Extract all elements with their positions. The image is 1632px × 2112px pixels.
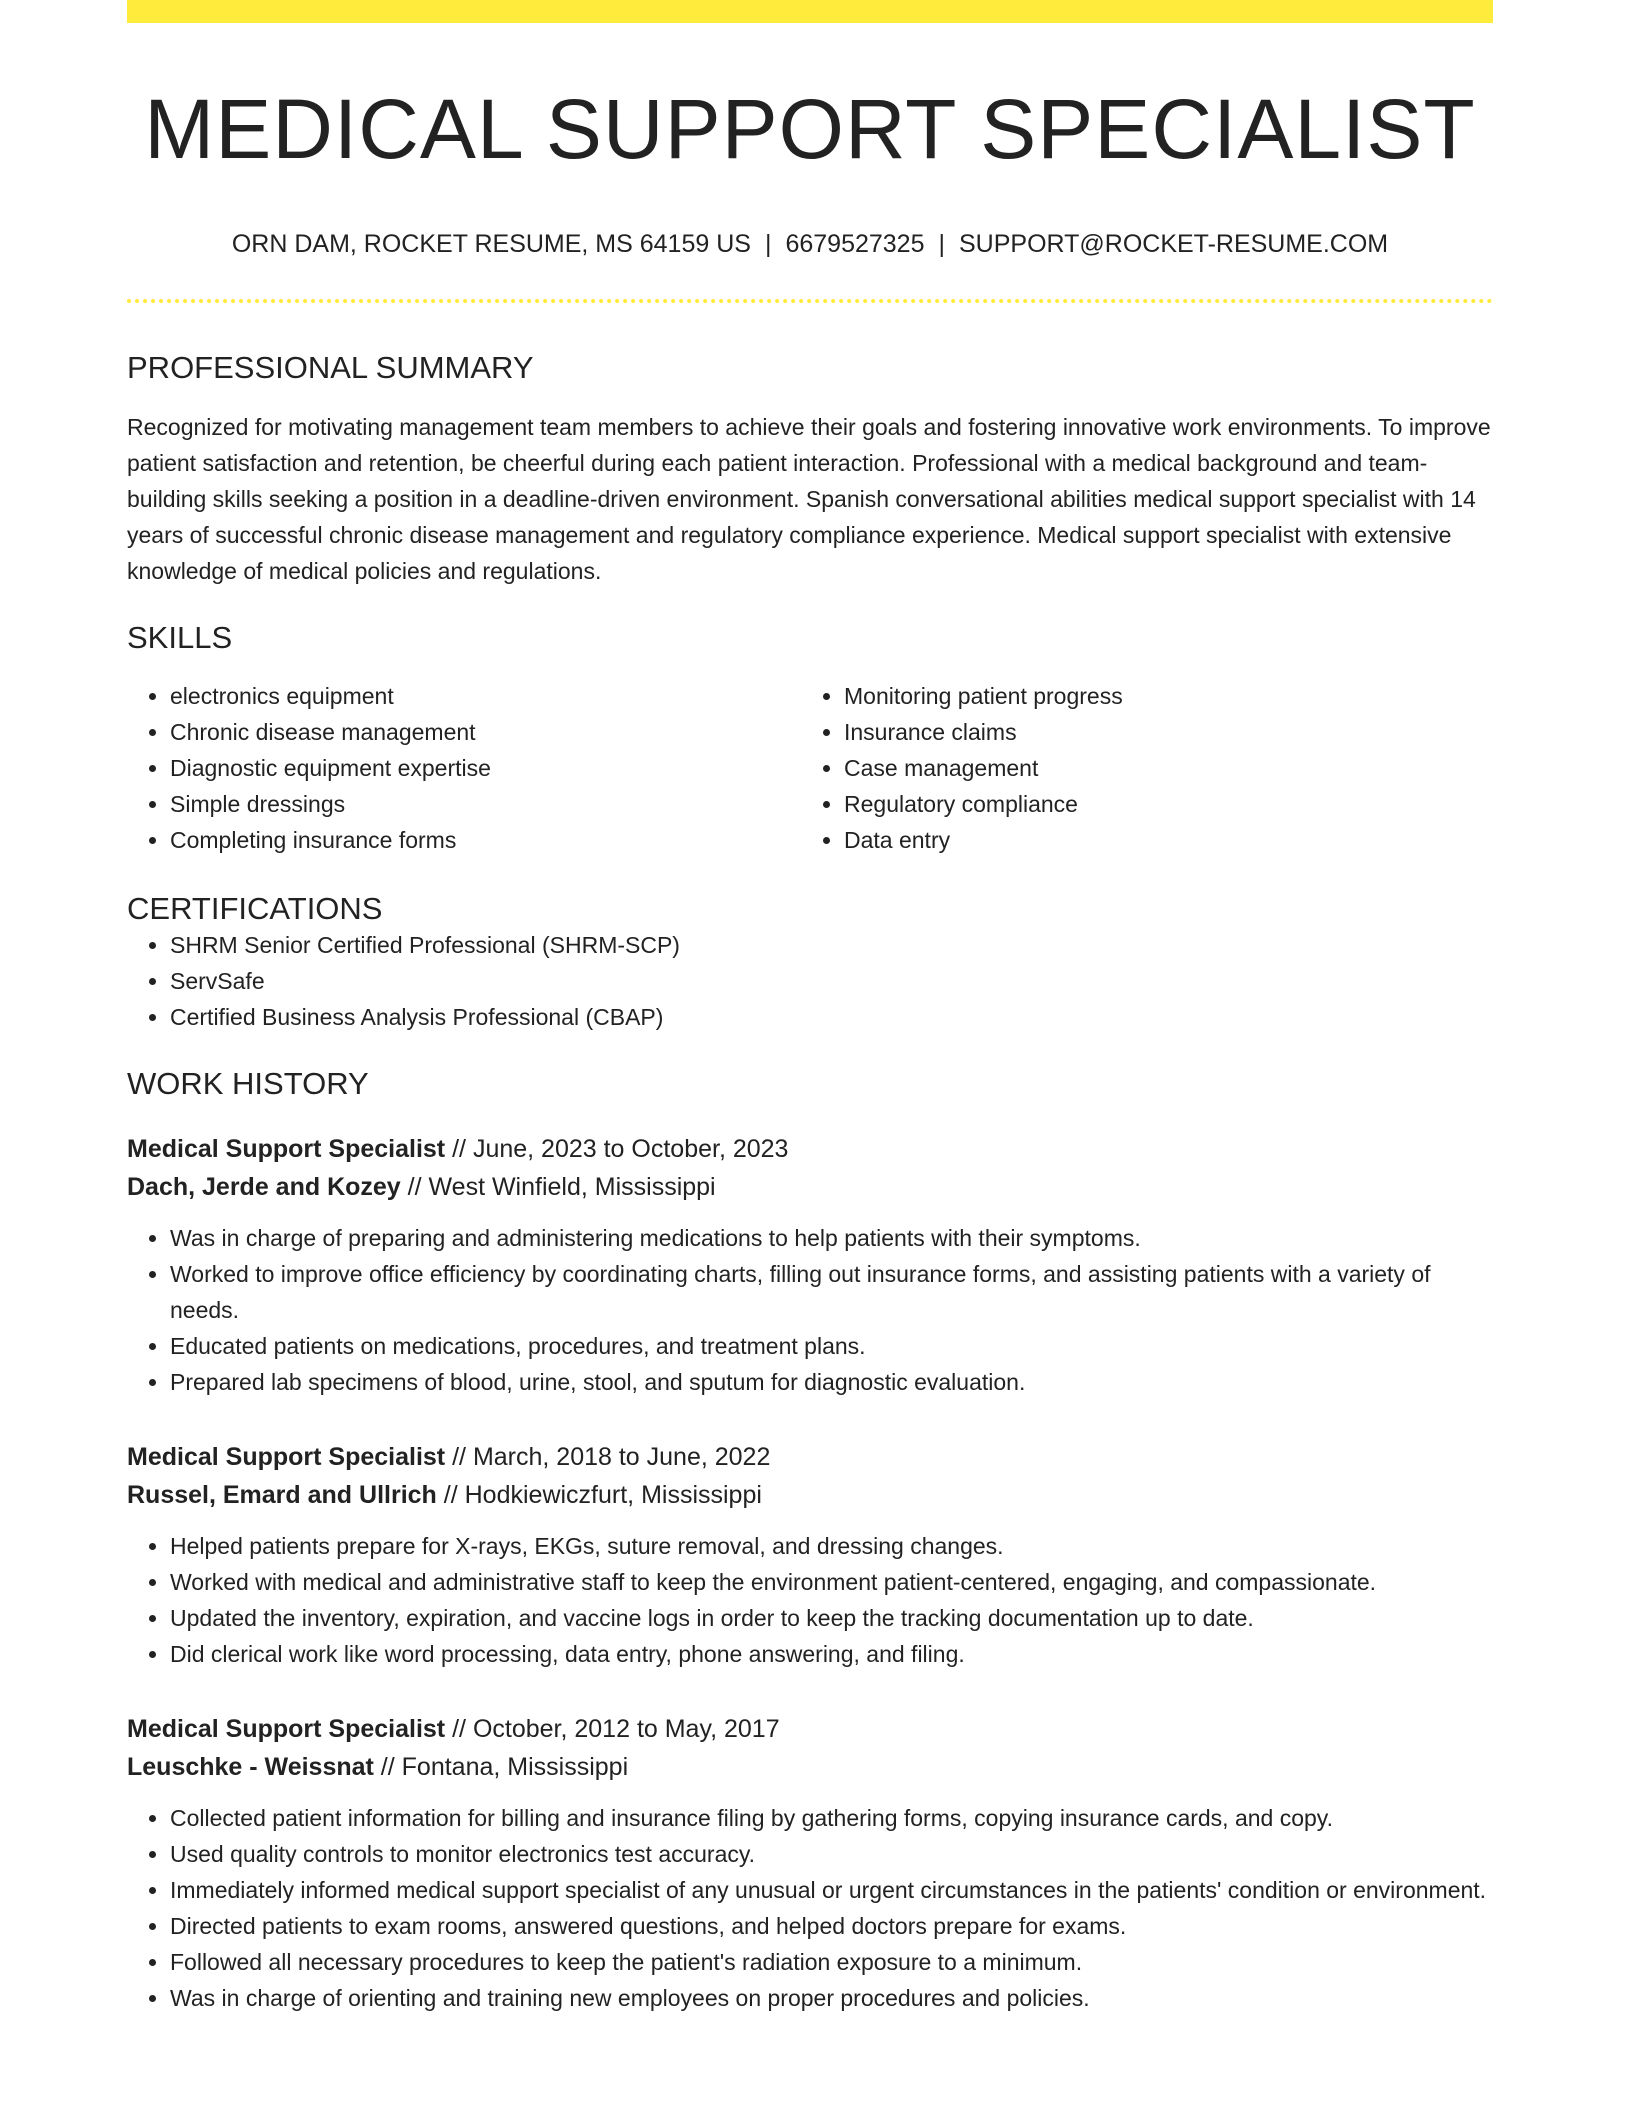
job-bullet: • Immediately informed medical support specialist of any unusual or urgent circumstances in the patients' condition or environment.: [170, 1872, 1493, 1908]
job-dates: June, 2023 to October, 2023: [472, 1135, 789, 1164]
job-bullet: • Collected patient information for billing and insurance filing by gathering forms, copying insurance cards, and copy.: [170, 1800, 1493, 1836]
job-divider: //: [445, 1443, 473, 1472]
skill-item: • Simple dressings: [170, 786, 801, 822]
summary-text: Recognized for motivating management team members to achieve their goals and fostering innovative work environments. To improve patient satisfaction and retention, be cheerful during each patient interaction. Professional with a medical background and team-building skills seeking a position in a deadline-driven environment. Spanish conversational abilities medical support specialist with 14 years of successful chronic disease management and regulatory compliance experience. Medical support specialist with extensive knowledge of medical policies and regulations.: [127, 413, 1491, 584]
job-dates: March, 2018 to June, 2022: [472, 1443, 771, 1472]
certifications-heading: CERTIFICATIONS: [127, 890, 383, 926]
job-role: Medical Support Specialist: [127, 1715, 446, 1744]
contact-line: [127, 229, 1493, 259]
top-accent-bar: [127, 0, 1493, 23]
job-bullet: • Was in charge of preparing and administering medications to help patients with their symptoms.: [170, 1220, 1493, 1256]
job-company: Russel, Emard and Ullrich: [127, 1481, 437, 1510]
skills-column-right: [801, 678, 1475, 858]
certification-item: • SHRM Senior Certified Professional (SHRM-SCP): [170, 927, 1493, 963]
job-dates: October, 2012 to May, 2017: [472, 1715, 780, 1744]
certification-item: • ServSafe: [170, 963, 1493, 999]
job-company: Leuschke - Weissnat: [127, 1753, 374, 1782]
job-bullet: • Worked to improve office efficiency by coordinating charts, filling out insurance forms, and assisting patients with a variety of needs.: [170, 1256, 1493, 1328]
skill-item: • Data entry: [844, 822, 1475, 858]
job-bullet: • Directed patients to exam rooms, answered questions, and helped doctors prepare for exams.: [170, 1908, 1493, 1944]
job-role-line: [127, 1438, 1493, 1476]
job-company: Dach, Jerde and Kozey: [127, 1173, 401, 1202]
job-role-line: [127, 1710, 1493, 1748]
job-bullet: • Helped patients prepare for X-rays, EKGs, suture removal, and dressing changes.: [170, 1528, 1493, 1564]
summary-heading: PROFESSIONAL SUMMARY: [127, 350, 534, 386]
skill-item: • Case management: [844, 750, 1475, 786]
job-bullet: • Did clerical work like word processing, data entry, phone answering, and filing.: [170, 1636, 1493, 1672]
skill-item: • Regulatory compliance: [844, 786, 1475, 822]
job-entry: [127, 1710, 1493, 2016]
header-divider: [127, 299, 1493, 303]
job-bullets: [127, 1220, 1493, 1400]
job-bullets: [127, 1800, 1493, 2016]
job-divider: //: [373, 1753, 402, 1782]
skills-column-left: [127, 678, 801, 858]
certifications-list: [127, 927, 1493, 1035]
contact-separator: |: [764, 230, 772, 259]
contact-separator: |: [938, 230, 945, 259]
skills-heading: SKILLS: [127, 619, 233, 655]
job-divider: //: [445, 1715, 473, 1744]
work-history-heading: WORK HISTORY: [127, 1065, 369, 1101]
job-bullet: • Was in charge of orienting and training new employees on proper procedures and policies.: [170, 1980, 1493, 2016]
resume-page: [127, 0, 1493, 2016]
skill-item: • Diagnostic equipment expertise: [170, 750, 801, 786]
contact-email: SUPPORT@ROCKET-RESUME.COM: [959, 230, 1389, 259]
job-company-line: [127, 1748, 1493, 1786]
job-company-line: [127, 1168, 1493, 1206]
job-location: Fontana, Mississippi: [401, 1753, 629, 1782]
job-company-line: [127, 1476, 1493, 1514]
job-divider: //: [400, 1173, 429, 1202]
job-bullet: • Prepared lab specimens of blood, urine, stool, and sputum for diagnostic evaluation.: [170, 1364, 1493, 1400]
skill-item: • Chronic disease management: [170, 714, 801, 750]
resume-name-title: MEDICAL SUPPORT SPECIALIST: [144, 82, 1476, 176]
skills-list: [127, 678, 1493, 858]
job-location: Hodkiewiczfurt, Mississippi: [464, 1481, 762, 1510]
skill-item: • Insurance claims: [844, 714, 1475, 750]
skill-item: • electronics equipment: [170, 678, 801, 714]
job-role: Medical Support Specialist: [127, 1135, 446, 1164]
job-bullet: • Educated patients on medications, procedures, and treatment plans.: [170, 1328, 1493, 1364]
contact-address: ORN DAM, ROCKET RESUME, MS 64159 US: [231, 230, 751, 259]
job-entry: [127, 1438, 1493, 1672]
job-bullet: • Updated the inventory, expiration, and vaccine logs in order to keep the tracking documentation up to date.: [170, 1600, 1493, 1636]
contact-phone: 6679527325: [785, 230, 925, 259]
job-divider: //: [445, 1135, 473, 1164]
job-bullet: • Worked with medical and administrative staff to keep the environment patient-centered, engaging, and compassionate.: [170, 1564, 1493, 1600]
job-bullet: • Followed all necessary procedures to keep the patient's radiation exposure to a minimum.: [170, 1944, 1493, 1980]
job-entry: [127, 1130, 1493, 1400]
job-role-line: [127, 1130, 1493, 1168]
job-divider: //: [436, 1481, 465, 1510]
job-bullet: • Used quality controls to monitor electronics test accuracy.: [170, 1836, 1493, 1872]
job-role: Medical Support Specialist: [127, 1443, 446, 1472]
skill-item: • Completing insurance forms: [170, 822, 801, 858]
job-bullets: [127, 1528, 1493, 1672]
skill-item: • Monitoring patient progress: [844, 678, 1475, 714]
certification-item: • Certified Business Analysis Professional (CBAP): [170, 999, 1493, 1035]
job-location: West Winfield, Mississippi: [428, 1173, 716, 1202]
